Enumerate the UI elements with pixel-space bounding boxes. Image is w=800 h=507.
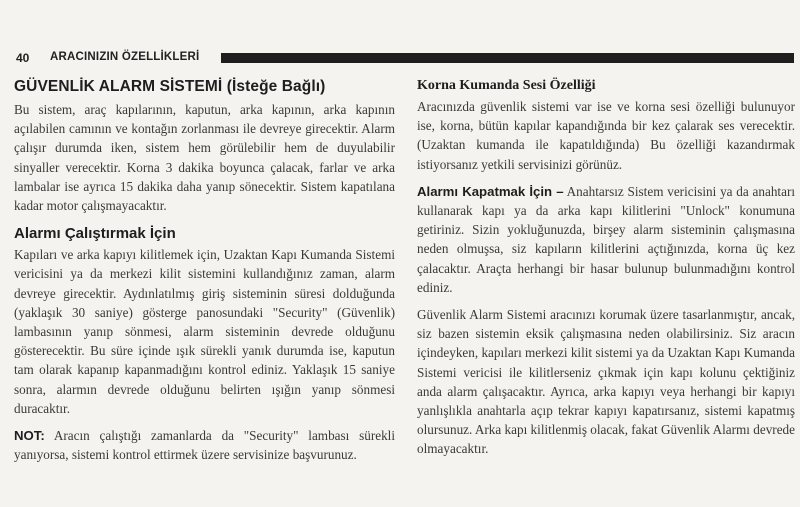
note-paragraph (14, 426, 395, 464)
horn-paragraph: Aracınızda güvenlik sistemi var ise ve korna sesi özelliği bulunuyor ise, korna, bütün kapılar kapandığında bir kez çalarak ses verecektir. (Uzaktan kumanda ile kapatıldığında) Bu özelliği kazandırmak istiyorsanız yetkili servisinizi görünüz. (417, 99, 795, 172)
page-number: 40 (16, 51, 30, 65)
note-label: NOT: (14, 428, 45, 444)
header-bar (221, 53, 794, 63)
horn-heading: Korna Kumanda Sesi Özelliği (417, 78, 596, 93)
arm-paragraph: Kapıları ve arka kapıyı kilitlemek için, Uzaktan Kapı Kumanda Sistemi vericisini ya da merkezi kilit sistemini kullandığınız zaman, alarm devreye girecektir. Aydınlatılmış giriş sisteminin süresi dolduğunda (yaklaşık 30 saniye) gösterge panosundaki "Security" (Güvenlik) lambasının yanıp sönmesi, alarm sisteminin devrede olduğunu gösterecektir. Bu süre içinde ışık sürekli yanık durumda ise, kaputun tam olarak kapanıp kapanmadığını kontrol ediniz. Yaklaşık 15 saniye sonra, alarmın devrede olduğunu belirten ışığın yanıp sönmesi duracaktır. (14, 247, 395, 416)
disarm-paragraph (417, 182, 795, 297)
intro-paragraph: Bu sistem, araç kapılarının, kaputun, arka kapının, arka kapının açılabilen camının ve kontağın zorlanması ile devreye girecektir. Alarm çalışır durumda iken, sistem hem görülebilir hem de duyulabilir sinyaller verecektir. Korna 3 dakika boyunca çalacak, farlar ve arka lambalar ise ayrıca 15 dakika daha yanıp sönecektir. Sistem kapatılana kadar motor çalışmayacaktır. (14, 102, 395, 214)
disarm-label: Alarmı Kapatmak İçin – (417, 183, 564, 199)
arm-heading: Alarmı Çalıştırmak İçin (14, 225, 176, 243)
closing-paragraph: Güvenlik Alarm Sistemi aracınızı korumak üzere tasarlanmıştır, ancak, siz bazen sistemin eksik çalışmasına neden olabilirsiniz. Siz aracın içindeyken, kapıları merkezi kilit sistemi ya da Uzaktan Kapı Kumanda Sistemi vericisi ile kilitlerseniz çıkmak için kapı kolunu çektiğiniz anda alarm çalışacaktır. Ayrıca, arka kapıyı veya herhangi bir kapıyı yanlışlıkla anahtarla açıp tekrar kapıyı kapatırsanız, sistemi kapatmış olursunuz. Arka kapı kilitlenmiş olacak, fakat Güvenlik Alarmı devrede olmayacaktır. (417, 307, 795, 457)
note-text: Aracın çalıştığı zamanlarda da "Security" lambası sürekli yanıyorsa, sistemi kontrol ettirmek üzere servisinize başvurunuz. (14, 428, 395, 463)
main-heading: GÜVENLİK ALARM SİSTEMİ (İsteğe Bağlı) (14, 78, 326, 95)
right-column (417, 74, 795, 459)
left-column (14, 74, 395, 464)
disarm-text: Anahtarsız Sistem vericisini ya da anahtarı kullanarak kapı ya da arka kapı kilitlerini "Unlock" konumuna getiriniz. Sizin yokluğunuzda, birşey alarm sisteminin çalışmasına neden olmuşsa, siz kapıların kilitlerini açtığınızda, korna üç kez çalacaktır. Araçta herhangi bir hasar bulunup bulunmadığını kontrol ediniz. (417, 183, 795, 295)
page-header (16, 50, 794, 66)
section-title: ARACINIZIN ÖZELLİKLERİ (50, 51, 200, 63)
